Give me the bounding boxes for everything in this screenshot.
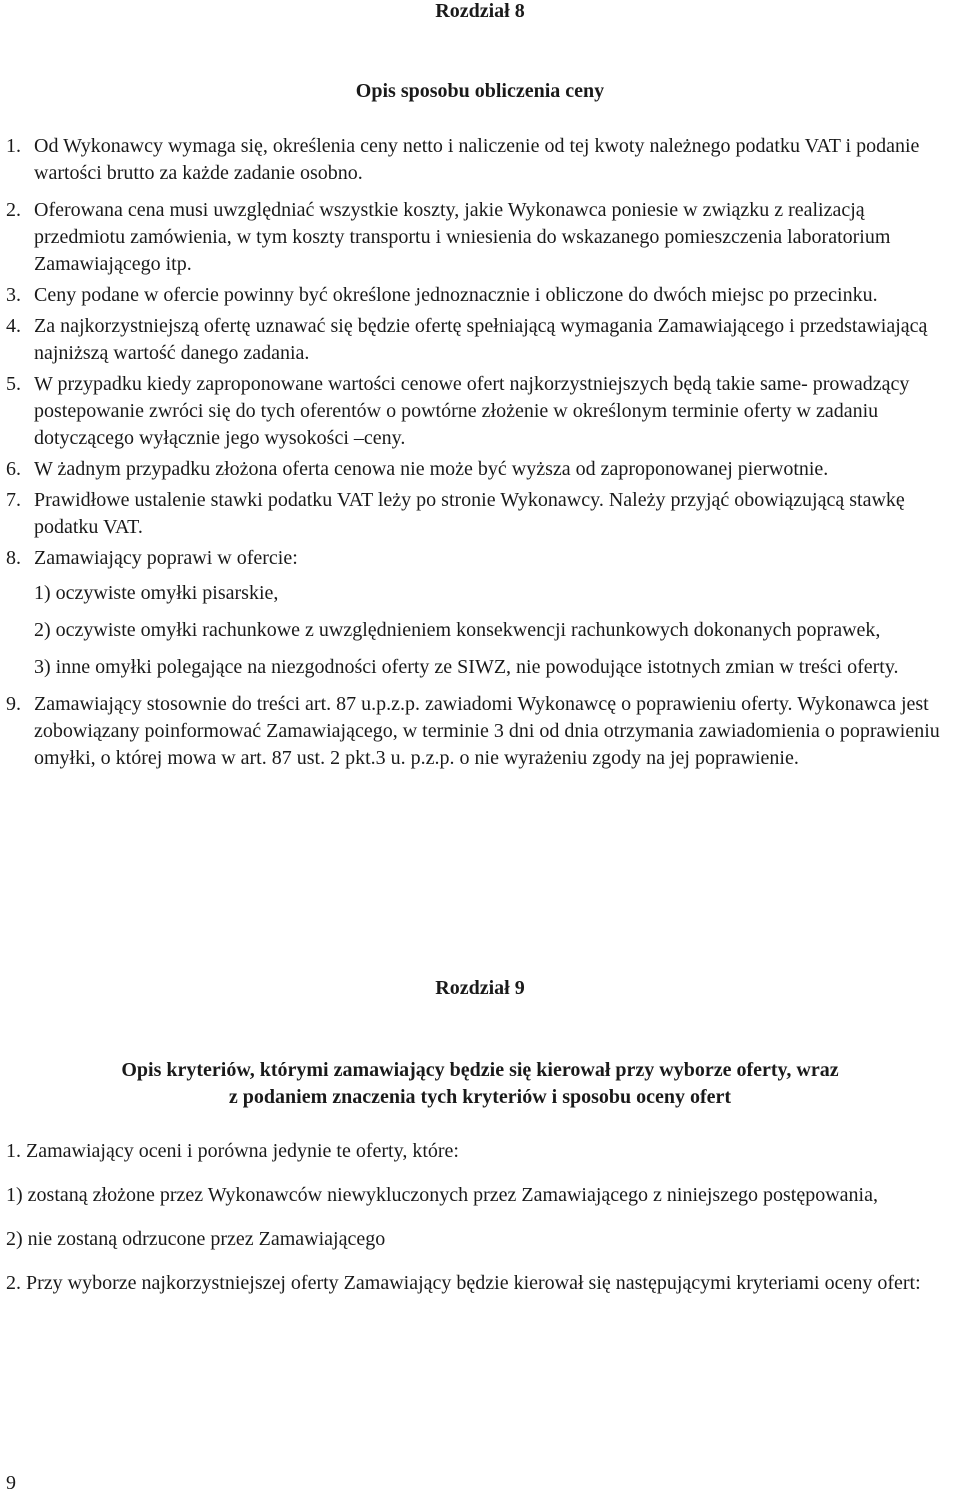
list-item-number: 3. [6,284,21,306]
sub-item: 3) inne omyłki polegające na niezgodności oferty ze SIWZ, nie powodujące istotnych zmian w treści oferty. [34,656,899,678]
list-item-number: 4. [6,315,21,337]
sub-item: 1) oczywiste omyłki pisarskie, [34,582,279,604]
list-item-text: W przypadku kiedy zaproponowane wartości cenowe ofert najkorzystniejszych będą takie same- prowadzący postepowanie zwróci się do tych oferentów o powtórne złożenie w określonym terminie oferty w zadaniu dotyczącego wyłącznie jego wysokości –ceny. [34,373,910,449]
list-item [6,133,956,187]
paragraph: 1) zostaną złożone przez Wykonawców niewykluczonych przez Zamawiającego z niniejszego postępowania, [6,1184,878,1206]
list-item-text: Od Wykonawcy wymaga się, określenia ceny netto i naliczenie od tej kwoty należnego podatku VAT i podanie wartości brutto za każde zadanie osobno. [34,135,920,184]
chapter-8-heading: Rozdział 8 [435,0,525,22]
list-item-text: Prawidłowe ustalenie stawki podatku VAT leży po stronie Wykonawcy. Należy przyjąć obowiązującą stawkę podatku VAT. [34,489,905,538]
chapter-8-title: Opis sposobu obliczenia ceny [355,80,605,102]
list-item-number: 1. [6,135,21,157]
list-item-number: 9. [6,693,21,715]
list-item [6,282,956,309]
list-item-text: Oferowana cena musi uwzględniać wszystkie koszty, jakie Wykonawca poniesie w związku z realizacją przedmiotu zamówienia, w tym koszty transportu i wniesienia do wskazanego pomieszczenia laboratorium Zamawiającego itp. [34,199,891,275]
chapter-8-list [6,133,956,772]
chapter-9-title-line2: z podaniem znaczenia tych kryteriów i sposobu oceny ofert [228,1086,732,1108]
list-item-number: 8. [6,547,21,569]
paragraph: 2) nie zostaną odrzucone przez Zamawiającego [6,1228,386,1250]
list-item [6,371,956,452]
list-item [6,313,956,367]
paragraph: 2. Przy wyborze najkorzystniejszej oferty Zamawiający będzie kierował się następującymi kryteriami oceny ofert: [6,1272,921,1294]
list-item-text: Ceny podane w ofercie powinny być określone jednoznacznie i obliczone do dwóch miejsc po przecinku. [34,284,878,306]
list-item-text: Zamawiający stosownie do treści art. 87 u.p.z.p. zawiadomi Wykonawcę o poprawieniu oferty. Wykonawca jest zobowiązany poinformować Zamawiającego, w terminie 3 dni od dnia otrzymania zawiadomienia o poprawieniu omyłki, o której mowa w art. 87 ust. 2 pkt.3 u. p.z.p. o nie wyrażeniu zgody na jej poprawienie. [34,693,940,769]
list-item-text: W żadnym przypadku złożona oferta cenowa nie może być wyższa od zaproponowanej pierwotnie. [34,458,829,480]
paragraph: 1. Zamawiający oceni i porówna jedynie te oferty, które: [6,1140,459,1162]
list-item [6,545,956,572]
chapter-9-body [6,1138,956,1297]
list-item-number: 7. [6,489,21,511]
chapter-9-heading: Rozdział 9 [435,977,525,999]
list-item [6,456,956,483]
list-item-text: Zamawiający poprawi w ofercie: [34,547,298,569]
list-item [6,487,956,541]
list-item-number: 6. [6,458,21,480]
list-item-number: 5. [6,373,21,395]
list-item [6,691,956,772]
list-item-text: Za najkorzystniejszą ofertę uznawać się będzie ofertę spełniającą wymagania Zamawiającego i przedstawiającą najniższą wartość danego zadania. [34,315,928,364]
chapter-9-title-line1: Opis kryteriów, którymi zamawiający będzie się kierował przy wyborze oferty, wraz [121,1059,839,1081]
list-item [6,197,956,278]
sub-item: 2) oczywiste omyłki rachunkowe z uwzględnieniem konsekwencji rachunkowych dokonanych poprawek, [34,619,881,641]
chapter-9-title [0,1057,960,1111]
page-number: 9 [6,1472,16,1494]
list-item-number: 2. [6,199,21,221]
